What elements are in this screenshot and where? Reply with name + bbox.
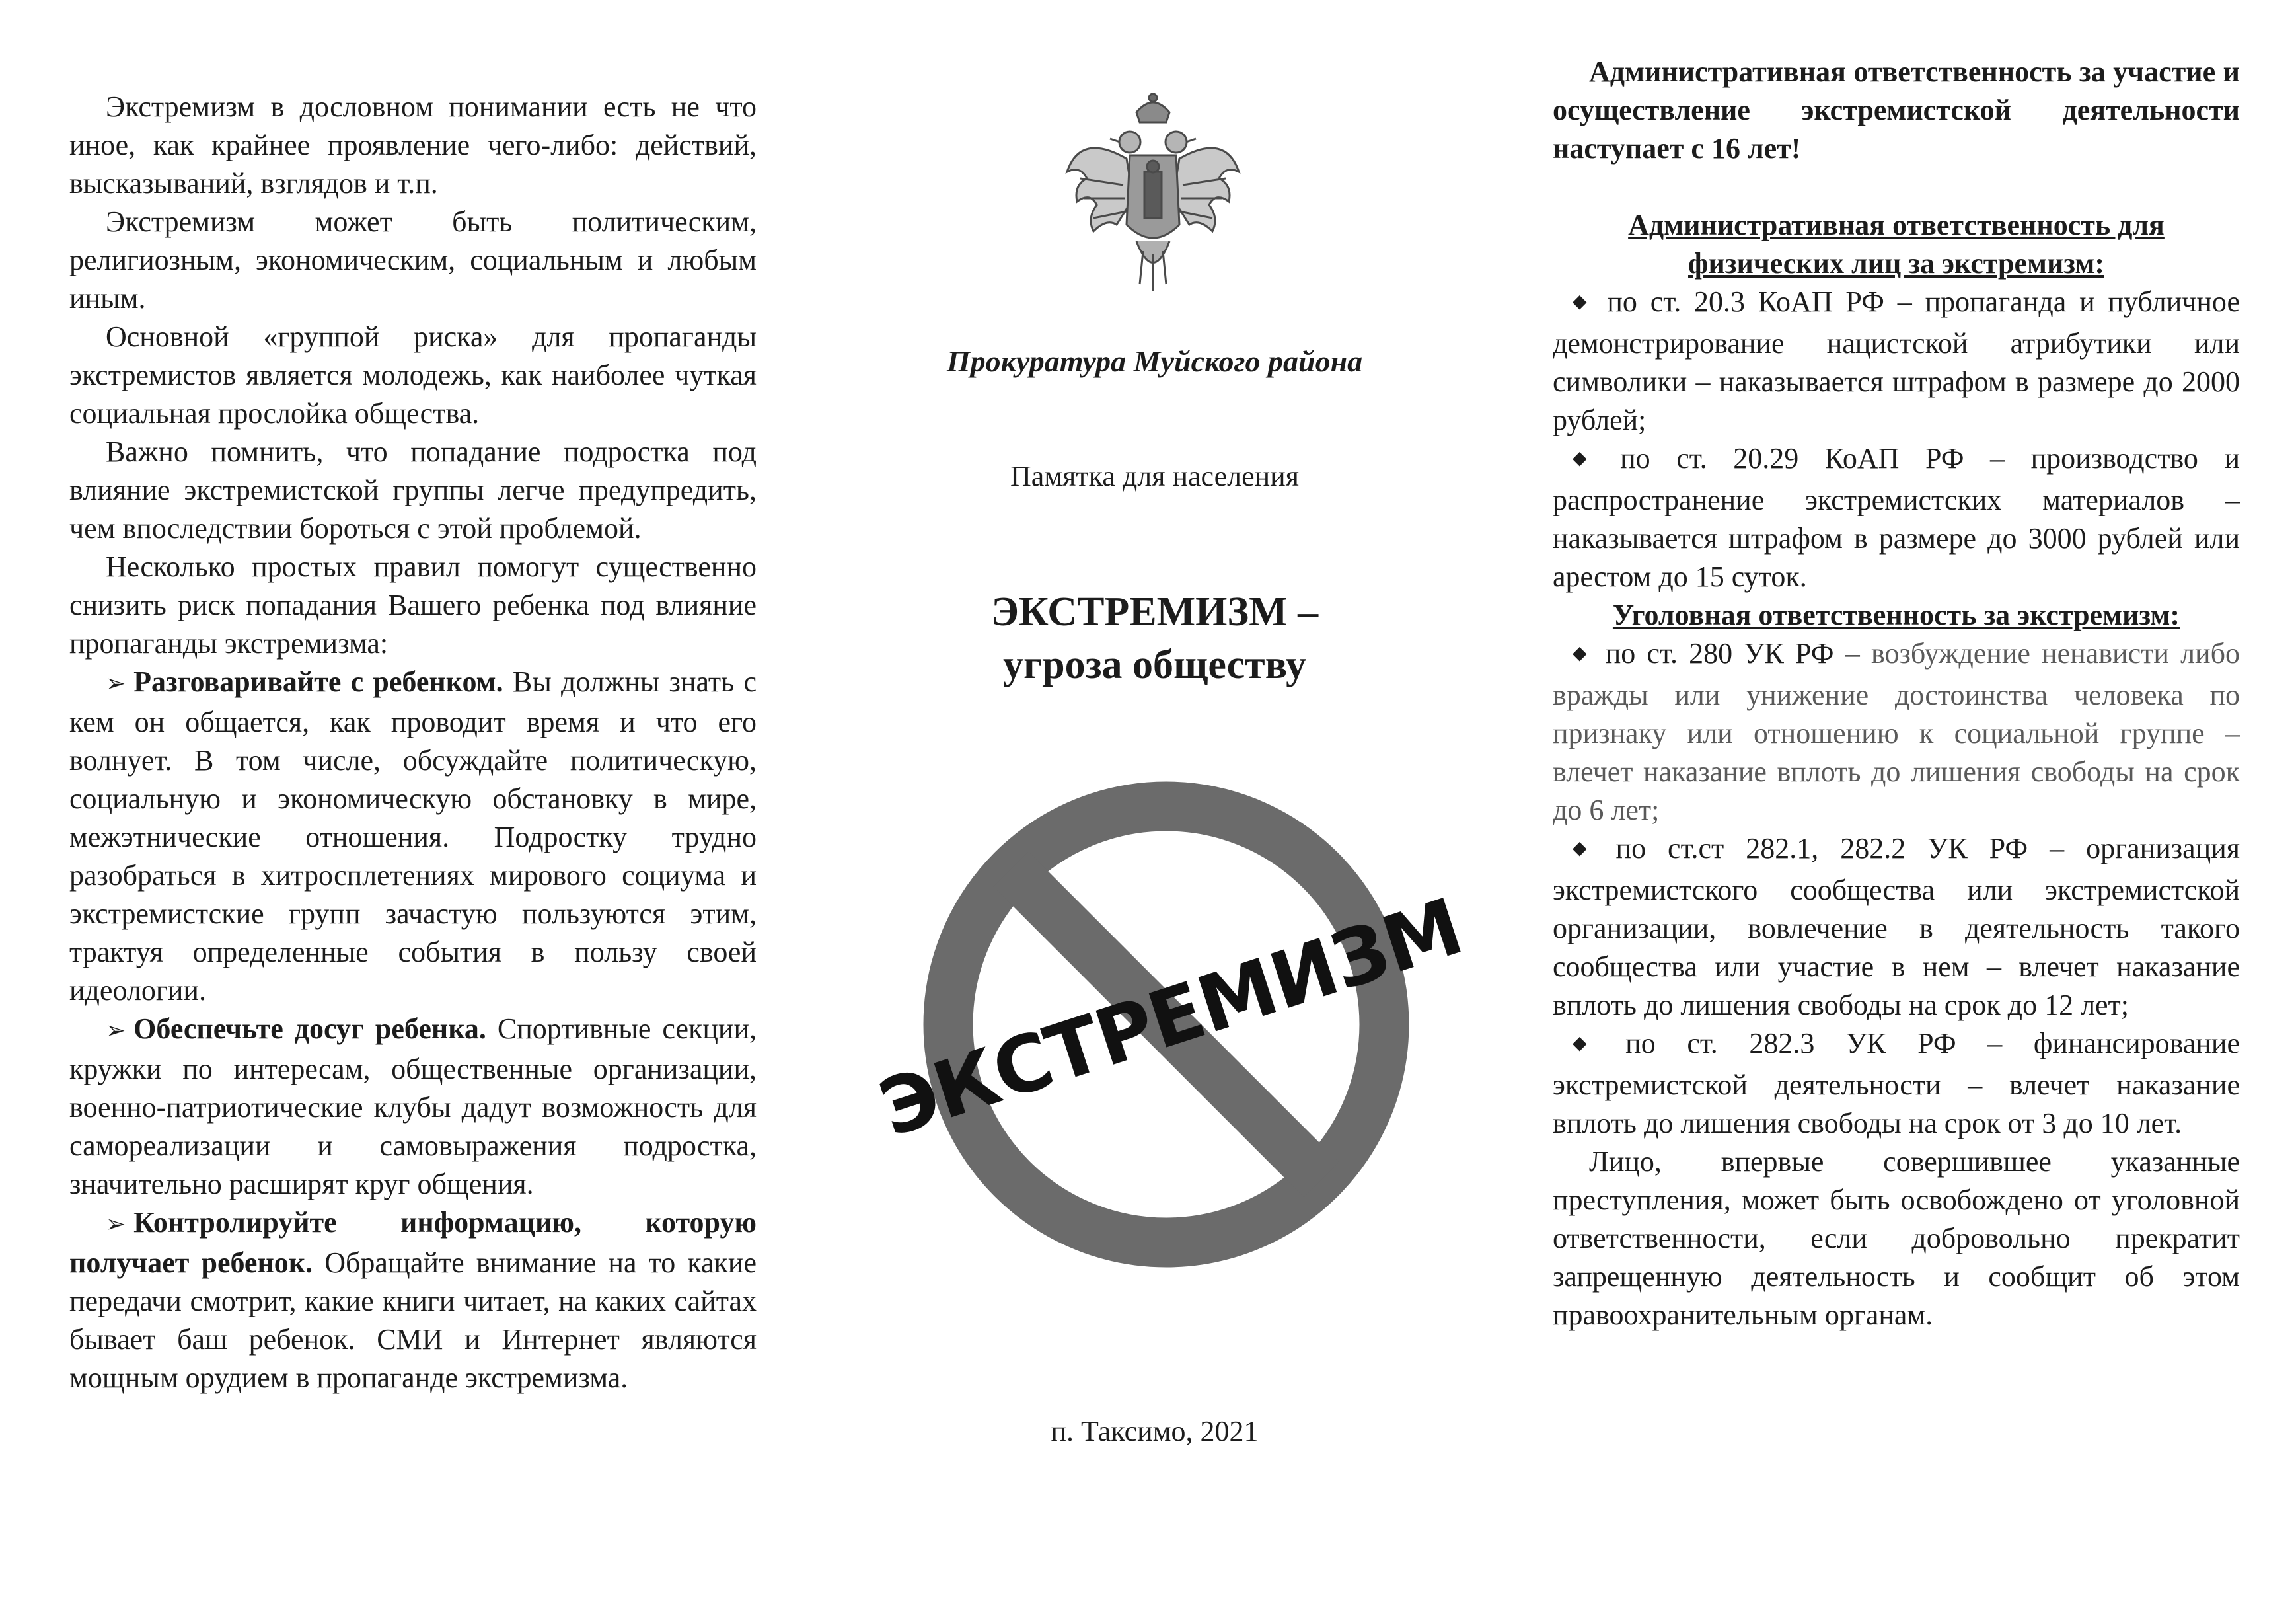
paragraph-risk-group: Основной «группой риска» для пропаганды экстремистов является молодежь, как наиболее чуткая социальная прослойка общества. <box>69 321 757 430</box>
rule-leisure-title: Обеспечьте досуг ребенка. <box>133 1013 486 1045</box>
sign-word: ЭКСТРЕМИЗМ <box>869 880 1472 1155</box>
criminal-liability-title: Уголовная ответственность за экстремизм: <box>1612 599 2180 631</box>
paragraph-types: Экстремизм может быть политическим, религиозным, экономическим, социальным и любым иным. <box>69 206 757 315</box>
paragraph-rules-intro: Несколько простых правил помогут существенно снизить риск попадания Вашего ребенка под влияние пропаганды экстремизма: <box>69 551 757 660</box>
title-line-1: ЭКСТРЕМИЗМ – <box>990 590 1319 634</box>
rule-leisure-text: Спортивные секции, кружки по интересам, общественные организации, военно-патриотические клубы дадут возможность для самореализации и самовыражения подростка, значительно расширят круг общения. <box>69 1013 757 1200</box>
rule-control-title: Контролируйте информацию, которую получает ребенок. <box>69 1206 757 1279</box>
admin-item: ◆ по ст. 20.3 КоАП РФ – пропаганда и публичное демонстрирование нацистской атрибутики или символики – наказывается штрафом в размере до 2000 рублей; <box>1553 286 2240 436</box>
diamond-bullet-icon: ◆ <box>1573 447 1606 469</box>
rule-talk <box>69 663 757 1010</box>
rule-talk-title: Разговаривайте с ребенком. <box>133 666 503 698</box>
diamond-bullet-icon: ◆ <box>1573 290 1593 312</box>
criminal-item: ◆ по ст. 282.3 УК РФ – финансирование экстремистской деятельности – влечет наказание вплоть до лишения свободы на срок от 3 до 10 лет. <box>1553 1027 2240 1139</box>
left-column <box>69 0 757 1608</box>
diamond-bullet-icon: ◆ <box>1573 1032 1611 1053</box>
prosecutor-emblem-icon <box>1054 86 1252 304</box>
memo-label: Памятка для населения <box>1010 460 1299 492</box>
diamond-bullet-icon: ◆ <box>1573 837 1602 859</box>
diamond-bullet-icon: ◆ <box>1573 642 1591 664</box>
rule-control-text: Обращайте внимание на то какие передачи смотрит, какие книги читает, на каких сайтах бывает баш ребенок. СМИ и Интернет являются мощным орудием в пропаганде экстремизма. <box>69 1246 757 1394</box>
admin-liability-title: Административная ответственность для физических лиц за экстремизм: <box>1628 209 2165 280</box>
rule-talk-text: Вы должны знать с кем он общается, как проводит время и что его волнует. В том числе, обсуждайте политическую, социальную и экономическую обстановку в мире, межэтнические отношения. Подростку трудно разобраться в хитросплетениях мирового социума и экстремистские групп зачастую пользуются этим, трактуя определенные события в пользу своей идеологии. <box>69 666 757 1007</box>
arrow-bullet-icon: ➢ <box>106 670 126 697</box>
age-of-liability-heading: Административная ответственность за участие и осуществление экстремистской деятельности наступает с 16 лет! <box>1553 56 2240 165</box>
rule-leisure <box>69 1010 757 1204</box>
criminal-item: ◆ по ст.ст 282.1, 282.2 УК РФ – организация экстремистского сообщества или экстремистской организации, вовлечение в деятельность такого сообщества или участие в нем – влечет наказание вплоть до лишения свободы на срок до 12 лет; <box>1553 832 2240 1021</box>
criminal-item: ◆ по ст. 280 УК РФ – возбуждение ненависти либо вражды или унижение достоинства человека по признаку или отношению к социальной группе – влечет наказание вплоть до лишения свободы на срок до 6 лет; <box>1553 637 2240 826</box>
paragraph-prevention: Важно помнить, что попадание подростка под влияние экстремистской группы легче предупредить, чем впоследствии бороться с этой проблемой. <box>69 436 757 545</box>
prohibition-sign-icon <box>849 760 1483 1276</box>
arrow-bullet-icon: ➢ <box>106 1017 126 1044</box>
paragraph-definition: Экстремизм в дословном понимании есть не что иное, как крайнее проявление чего-либо: действий, высказываний, взглядов и т.п. <box>69 91 757 200</box>
arrow-bullet-icon: ➢ <box>106 1211 126 1238</box>
office-name: Прокуратура Муйского района <box>946 344 1363 378</box>
exemption-paragraph: Лицо, впервые совершившее указанные преступления, может быть освобождено от уголовной ответственности, если добровольно прекратит запрещенную деятельность и сообщит об этом правоохранительным органам. <box>1553 1145 2240 1331</box>
place-and-year: п. Таксимо, 2021 <box>1051 1415 1259 1447</box>
rule-control <box>69 1204 757 1397</box>
title-line-2: угроза обществу <box>1002 642 1306 687</box>
right-column <box>1553 0 2240 1608</box>
admin-item: ◆ по ст. 20.29 КоАП РФ – производство и распространение экстремистских материалов – наказывается штрафом в размере до 3000 рублей или арестом до 15 суток. <box>1553 442 2240 593</box>
cover-column <box>790 0 1520 1608</box>
